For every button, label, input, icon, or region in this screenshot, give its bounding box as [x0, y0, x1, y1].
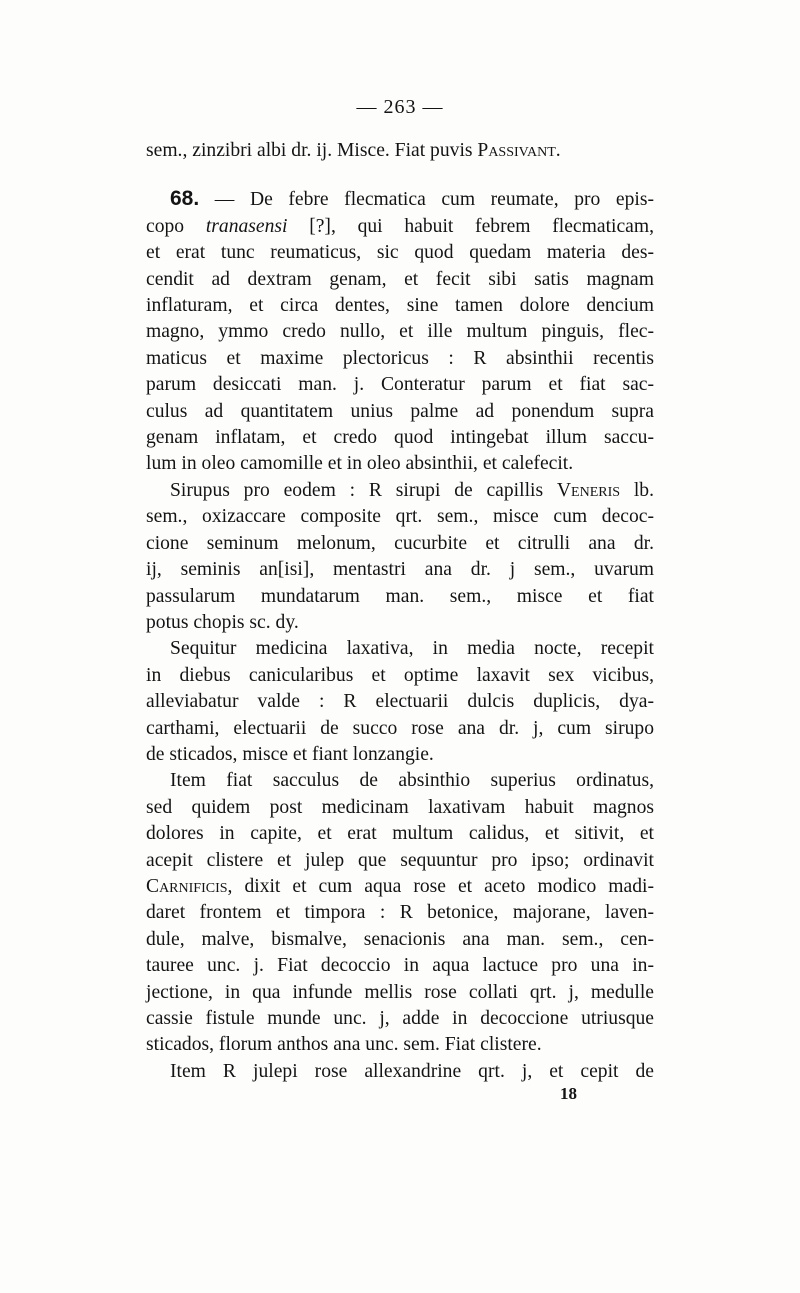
italic-place-name: tranasensi	[205, 215, 288, 237]
person-name: Carnificis	[146, 875, 228, 897]
opening-line	[146, 138, 654, 164]
paragraph-line: dolores in capite, et erat multum calidus, et sitivit, et	[146, 823, 654, 845]
section-text: [?], qui habuit febrem flecmaticam,	[287, 215, 654, 237]
paragraph-line	[146, 874, 654, 900]
paragraph-line: Item fiat sacculus de absinthio superius ordinatus,	[170, 770, 654, 792]
paragraph-line: cassie fistule munde unc. j, adde in decoccione utriusque	[146, 1008, 654, 1029]
paragraph-line: sticados, florum anthos ana unc. sem. Fiat clistere.	[146, 1034, 542, 1056]
paragraph-line: Sequitur medicina laxativa, in media nocte, recepit	[170, 638, 654, 660]
paragraph-line: de sticados, misce et fiant lonzangie.	[146, 743, 434, 765]
page-number: — 263 —	[356, 96, 444, 118]
person-name: Passivant.	[477, 140, 561, 161]
paragraph-line: sed quidem post medicinam laxativam habuit magnos	[146, 796, 654, 818]
section-68	[146, 186, 654, 477]
section-line: lum in oleo camomille et in oleo absinthii, et calefecit.	[146, 453, 574, 475]
paragraph-item-1	[146, 768, 654, 1058]
body-text	[146, 138, 654, 1085]
paragraph-text: Sirupus pro eodem : R sirupi de capillis	[170, 479, 557, 501]
section-line	[146, 214, 654, 240]
section-heading: — De febre flecmatica cum reumate, pro epis-	[199, 189, 654, 211]
paragraph-line: sem., oxizaccare composite qrt. sem., misce cum decoc-	[146, 506, 654, 528]
section-line: et erat tunc reumaticus, sic quod quedam materia des-	[146, 242, 654, 264]
paragraph-line: daret frontem et timpora : R betonice, majorane, laven-	[146, 902, 654, 924]
paragraph-line: Item R julepi rose allexandrine qrt. j, et cepit de	[170, 1060, 654, 1082]
section-line: genam inflatam, et credo quod intingebat illum saccu-	[146, 427, 654, 449]
paragraph-line: dule, malve, bismalve, senacionis ana man. sem., cen-	[146, 928, 654, 950]
paragraph-gap	[146, 164, 654, 186]
paragraph-line: in diebus canicularibus et optime laxavit sex vicibus,	[146, 664, 654, 686]
paragraph-text: , dixit et cum aqua rose et aceto modico madi-	[227, 875, 654, 897]
paragraph-line: carthami, electuarii de succo rose ana dr. j, cum sirupo	[146, 717, 654, 739]
section-line: culus ad quantitatem unius palme ad ponendum supra	[146, 400, 654, 422]
section-line: parum desiccati man. j. Conteratur parum et fiat sac-	[146, 374, 654, 396]
section-text: copo	[146, 215, 206, 237]
paragraph-line: cione seminum melonum, cucurbite et citrulli ana dr.	[146, 532, 654, 554]
section-line	[146, 186, 654, 213]
person-name: Veneris	[556, 479, 621, 501]
section-line: magno, ymmo credo nullo, et ille multum pinguis, flec-	[146, 321, 654, 343]
paragraph-line: alleviabatur valde : R electuarii dulcis duplicis, dya-	[146, 691, 654, 713]
paragraph-line	[146, 478, 654, 504]
section-line: maticus et maxime plectoricus : R absinthii recentis	[146, 347, 654, 369]
paragraph-line: passularum mundatarum man. sem., misce et fiat	[146, 585, 654, 607]
paragraph-text: lb.	[620, 479, 654, 501]
paragraph-item-2	[146, 1059, 654, 1085]
paragraph-sequitur	[146, 636, 654, 768]
section-number: 68.	[170, 187, 200, 211]
section-line: inflaturam, et circa dentes, sine tamen dolore dencium	[146, 295, 654, 317]
paragraph-sirupus	[146, 478, 654, 636]
paragraph-line: acepit clistere et julep que sequuntur pro ipso; ordinavit	[146, 849, 654, 871]
paragraph-line: potus chopis sc. dy.	[146, 611, 299, 633]
paragraph-line: tauree unc. j. Fiat decoccio in aqua lactuce pro una in-	[146, 955, 654, 977]
opening-line-text: sem., zinzibri albi dr. ij. Misce. Fiat puvis	[146, 140, 478, 161]
paragraph-line: ij, seminis an[isi], mentastri ana dr. j sem., uvarum	[146, 559, 654, 581]
signature-mark: 18	[560, 1084, 577, 1103]
section-line: cendit ad dextram genam, et fecit sibi satis magnam	[146, 268, 654, 290]
paragraph-line: jectione, in qua infunde mellis rose collati qrt. j, medulle	[146, 981, 654, 1003]
